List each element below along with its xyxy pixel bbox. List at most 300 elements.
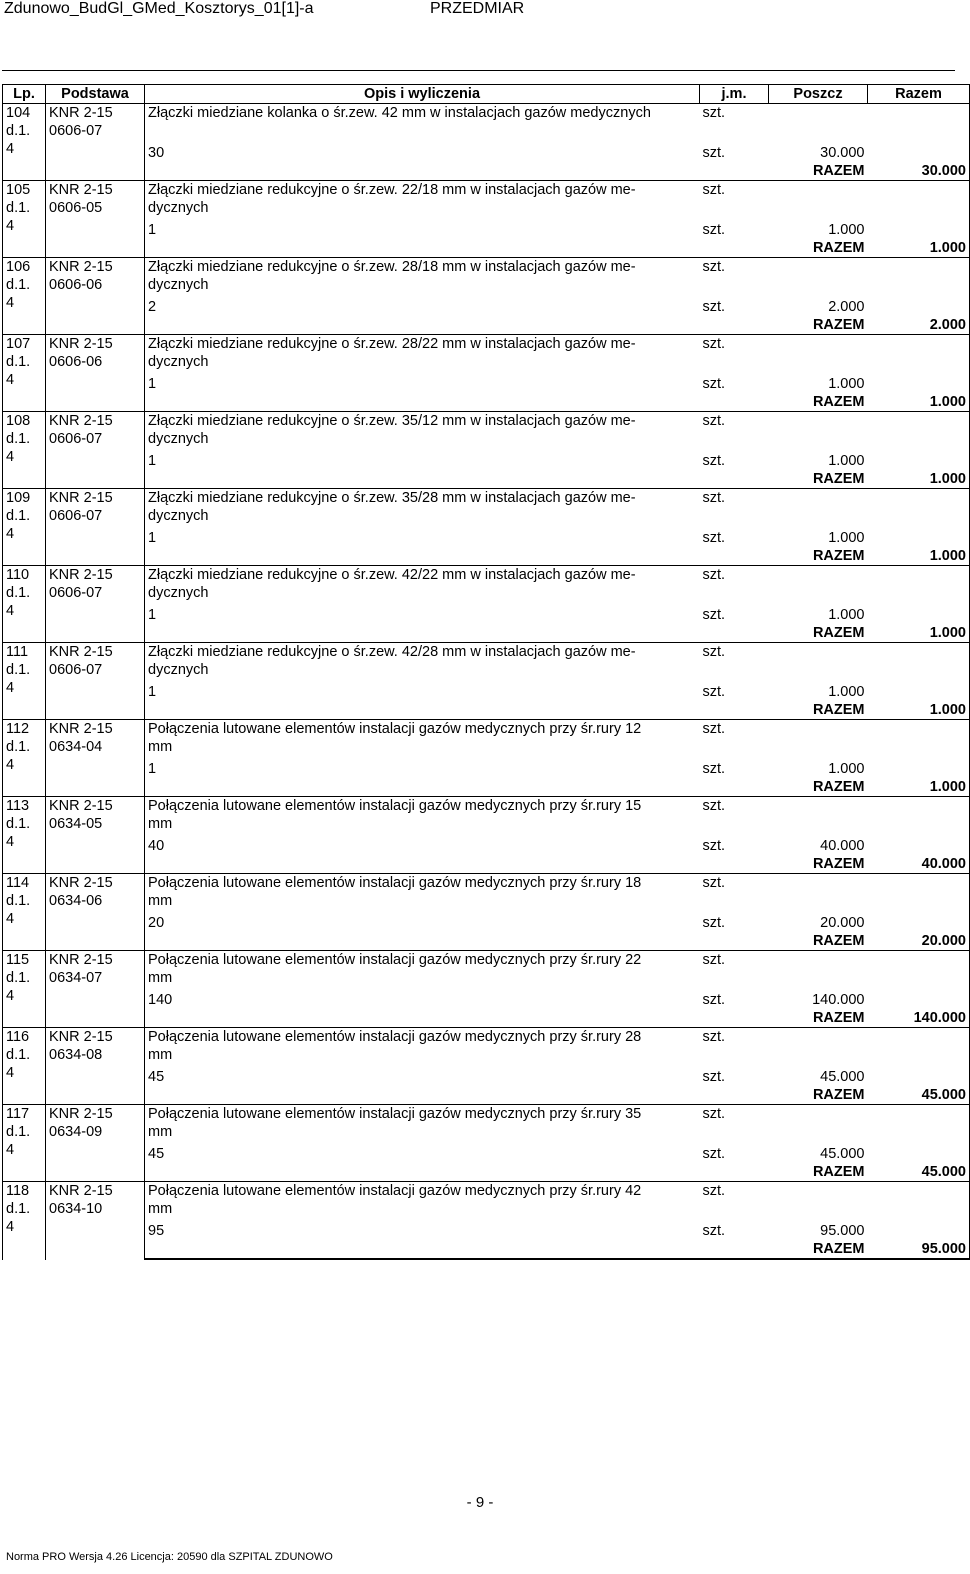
table-row <box>3 1105 970 1142</box>
description-line-2: mm <box>148 1201 173 1217</box>
calc-expression: 30 <box>148 145 165 161</box>
total-value: 1.000 <box>868 624 970 642</box>
lp-sub: 4 <box>6 372 15 388</box>
calc-value: 20.000 <box>820 915 865 931</box>
section-title: PRZEDMIAR <box>430 0 525 17</box>
unit-cell: szt. <box>700 720 769 757</box>
calc-expression: 45 <box>148 1146 165 1162</box>
basis-cell <box>46 104 145 181</box>
total-row <box>3 624 970 642</box>
basis-code: 0634-06 <box>49 893 103 909</box>
total-label: RAZEM <box>812 856 865 872</box>
total-label: RAZEM <box>769 1240 868 1259</box>
lp-number: 117 <box>6 1106 30 1122</box>
lp-section: d.1. <box>6 1047 31 1063</box>
total-label: RAZEM <box>812 240 865 256</box>
basis-cell <box>46 412 145 489</box>
description-line-1: Połączenia lutowane elementów instalacji gazów medycznych przy śr.rury 35 <box>148 1106 642 1122</box>
unit-cell: szt. <box>700 335 769 372</box>
position-number <box>3 643 46 720</box>
lp-section: d.1. <box>6 585 31 601</box>
calc-row <box>3 756 970 778</box>
calc-row <box>3 679 970 701</box>
calc-unit: szt. <box>702 1223 726 1239</box>
position-number <box>3 1105 46 1182</box>
total-label: RAZEM <box>812 471 865 487</box>
total-label: RAZEM <box>812 317 865 333</box>
total-value: 20.000 <box>868 932 970 950</box>
total-row <box>3 855 970 873</box>
lp-sub: 4 <box>6 295 15 311</box>
total-label: RAZEM <box>812 779 865 795</box>
table-row <box>3 335 970 372</box>
calc-unit: szt. <box>702 530 726 546</box>
total-value: 95.000 <box>868 1240 970 1259</box>
lp-number: 105 <box>6 182 31 198</box>
calc-row <box>3 1141 970 1163</box>
calc-value: 95.000 <box>820 1223 865 1239</box>
kosztorys-table <box>2 84 970 1260</box>
lp-section: d.1. <box>6 1201 31 1217</box>
basis-code: 0606-07 <box>49 662 103 678</box>
basis-catalog: KNR 2-15 <box>49 336 113 352</box>
calc-expression: 95 <box>148 1223 165 1239</box>
lp-sub: 4 <box>6 1219 15 1235</box>
col-poszcz: Poszcz <box>769 85 868 104</box>
calc-expression: 1 <box>148 684 157 700</box>
total-row <box>3 1240 970 1259</box>
calc-expression: 1 <box>148 761 157 777</box>
basis-cell <box>46 566 145 643</box>
calc-expression: 1 <box>148 530 157 546</box>
document-title: Zdunowo_BudGl_GMed_Kosztorys_01[1]-a <box>4 0 314 17</box>
total-row <box>3 316 970 334</box>
col-podstawa: Podstawa <box>46 85 145 104</box>
lp-sub: 4 <box>6 1142 15 1158</box>
total-value: 1.000 <box>868 547 970 565</box>
unit-cell: szt. <box>700 874 769 911</box>
description-line-1: Połączenia lutowane elementów instalacji gazów medycznych przy śr.rury 22 <box>148 952 642 968</box>
basis-catalog: KNR 2-15 <box>49 644 113 660</box>
calc-value: 1.000 <box>828 761 865 777</box>
lp-section: d.1. <box>6 970 31 986</box>
description-cell <box>145 1028 700 1065</box>
total-label: RAZEM <box>812 163 865 179</box>
table-row <box>3 874 970 911</box>
position-number <box>3 258 46 335</box>
calc-row <box>3 602 970 624</box>
calc-unit: szt. <box>702 1146 726 1162</box>
calc-value: 1.000 <box>828 453 865 469</box>
calc-unit: szt. <box>702 453 726 469</box>
total-row <box>3 1163 970 1181</box>
total-row <box>3 1086 970 1104</box>
description-line-2: mm <box>148 970 173 986</box>
description-line-1: Złączki miedziane redukcyjne o śr.zew. 28/22 mm w instalacjach gazów me- <box>148 336 636 352</box>
calc-unit: szt. <box>702 838 726 854</box>
calc-row <box>3 910 970 932</box>
basis-cell <box>46 335 145 412</box>
unit-cell: szt. <box>700 1182 769 1219</box>
page-number: - 9 - <box>466 1494 494 1511</box>
description-cell <box>145 797 700 834</box>
basis-cell <box>46 797 145 874</box>
basis-cell <box>46 643 145 720</box>
calc-value: 1.000 <box>828 530 865 546</box>
lp-sub: 4 <box>6 141 15 157</box>
total-row <box>3 1009 970 1027</box>
description-line-2: mm <box>148 739 173 755</box>
position-number <box>3 104 46 181</box>
total-row <box>3 393 970 411</box>
lp-number: 112 <box>6 721 30 737</box>
table-row <box>3 951 970 988</box>
total-value: 40.000 <box>868 855 970 873</box>
description-line-2: dycznych <box>148 662 209 678</box>
total-value: 30.000 <box>868 162 970 180</box>
description-line-1: Złączki miedziane redukcyjne o śr.zew. 35/12 mm w instalacjach gazów me- <box>148 413 636 429</box>
unit-cell: szt. <box>700 566 769 603</box>
description-line-1: Połączenia lutowane elementów instalacji gazów medycznych przy śr.rury 42 <box>148 1183 642 1199</box>
description-cell <box>145 566 700 603</box>
unit-cell: szt. <box>700 797 769 834</box>
basis-code: 0634-07 <box>49 970 103 986</box>
description-line-2: mm <box>148 893 173 909</box>
table-row <box>3 1182 970 1219</box>
unit-cell: szt. <box>700 489 769 526</box>
lp-sub: 4 <box>6 911 15 927</box>
total-row <box>3 701 970 719</box>
lp-number: 109 <box>6 490 31 506</box>
description-line-1: Złączki miedziane redukcyjne o śr.zew. 35/28 mm w instalacjach gazów me- <box>148 490 636 506</box>
basis-catalog: KNR 2-15 <box>49 1183 113 1199</box>
basis-catalog: KNR 2-15 <box>49 490 113 506</box>
basis-code: 0634-08 <box>49 1047 103 1063</box>
calc-row <box>3 1064 970 1086</box>
description-line-1: Złączki miedziane redukcyjne o śr.zew. 22/18 mm w instalacjach gazów me- <box>148 182 636 198</box>
calc-unit: szt. <box>702 1069 726 1085</box>
total-label: RAZEM <box>812 933 865 949</box>
table-header-row <box>3 85 970 104</box>
basis-catalog: KNR 2-15 <box>49 952 113 968</box>
lp-section: d.1. <box>6 739 31 755</box>
position-number <box>3 1182 46 1260</box>
description-line-2 <box>148 122 697 140</box>
calc-unit: szt. <box>702 761 726 777</box>
position-number <box>3 797 46 874</box>
calc-unit: szt. <box>702 607 726 623</box>
basis-cell <box>46 181 145 258</box>
calc-value: 1.000 <box>828 607 865 623</box>
table-row <box>3 720 970 757</box>
description-line-1: Połączenia lutowane elementów instalacji gazów medycznych przy śr.rury 12 <box>148 721 642 737</box>
basis-code: 0634-04 <box>49 739 103 755</box>
lp-sub: 4 <box>6 680 15 696</box>
description-line-1: Połączenia lutowane elementów instalacji gazów medycznych przy śr.rury 15 <box>148 798 642 814</box>
position-number <box>3 1028 46 1105</box>
table-body <box>3 104 970 1260</box>
table-row <box>3 104 970 141</box>
basis-code: 0606-07 <box>49 431 103 447</box>
software-note: Norma PRO Wersja 4.26 Licencja: 20590 dla SZPITAL ZDUNOWO <box>6 1551 333 1563</box>
total-value: 1.000 <box>868 701 970 719</box>
description-line-2: mm <box>148 1124 173 1140</box>
description-cell <box>145 951 700 988</box>
lp-section: d.1. <box>6 893 31 909</box>
calc-row <box>3 448 970 470</box>
calc-value: 2.000 <box>828 299 865 315</box>
lp-section: d.1. <box>6 123 31 139</box>
calc-row <box>3 140 970 162</box>
lp-sub: 4 <box>6 834 15 850</box>
position-number <box>3 951 46 1028</box>
basis-catalog: KNR 2-15 <box>49 567 113 583</box>
basis-code: 0606-05 <box>49 200 103 216</box>
total-row <box>3 547 970 565</box>
calc-expression: 1 <box>148 376 157 392</box>
calc-value: 45.000 <box>820 1069 865 1085</box>
lp-number: 115 <box>6 952 30 968</box>
basis-cell <box>46 258 145 335</box>
basis-code: 0634-09 <box>49 1124 103 1140</box>
unit-cell: szt. <box>700 181 769 218</box>
calc-expression: 45 <box>148 1069 165 1085</box>
description-line-2: dycznych <box>148 508 209 524</box>
lp-number: 104 <box>6 105 31 121</box>
total-label: RAZEM <box>812 702 865 718</box>
total-label: RAZEM <box>812 1087 865 1103</box>
col-lp: Lp. <box>3 85 46 104</box>
calc-value: 40.000 <box>820 838 865 854</box>
calc-unit: szt. <box>702 992 726 1008</box>
calc-row <box>3 833 970 855</box>
description-cell <box>145 489 700 526</box>
lp-number: 106 <box>6 259 31 275</box>
position-number <box>3 489 46 566</box>
total-label: RAZEM <box>812 625 865 641</box>
lp-number: 113 <box>6 798 30 814</box>
basis-cell <box>46 874 145 951</box>
basis-cell <box>46 1028 145 1105</box>
description-line-2: mm <box>148 816 173 832</box>
calc-row <box>3 371 970 393</box>
table-row <box>3 566 970 603</box>
basis-cell <box>46 1105 145 1182</box>
lp-sub: 4 <box>6 449 15 465</box>
description-line-1: Połączenia lutowane elementów instalacji gazów medycznych przy śr.rury 18 <box>148 875 642 891</box>
table-row <box>3 643 970 680</box>
row-spacer <box>3 1259 970 1260</box>
calc-value: 30.000 <box>820 145 865 161</box>
basis-code: 0606-06 <box>49 277 103 293</box>
calc-unit: szt. <box>702 684 726 700</box>
lp-section: d.1. <box>6 1124 31 1140</box>
total-row <box>3 932 970 950</box>
lp-sub: 4 <box>6 603 15 619</box>
unit-cell: szt. <box>700 1028 769 1065</box>
description-line-2: dycznych <box>148 277 209 293</box>
description-line-1: Złączki miedziane redukcyjne o śr.zew. 28/18 mm w instalacjach gazów me- <box>148 259 636 275</box>
total-value: 1.000 <box>868 239 970 257</box>
lp-section: d.1. <box>6 200 31 216</box>
lp-number: 114 <box>6 875 30 891</box>
calc-unit: szt. <box>702 376 726 392</box>
description-line-2: dycznych <box>148 431 209 447</box>
calc-unit: szt. <box>702 299 726 315</box>
calc-value: 1.000 <box>828 684 865 700</box>
calc-value: 140.000 <box>812 992 865 1008</box>
lp-sub: 4 <box>6 526 15 542</box>
description-line-2: dycznych <box>148 200 209 216</box>
calc-expression: 1 <box>148 607 157 623</box>
calc-value: 45.000 <box>820 1146 865 1162</box>
lp-section: d.1. <box>6 816 31 832</box>
total-value: 140.000 <box>868 1009 970 1027</box>
lp-sub: 4 <box>6 218 15 234</box>
calc-value: 1.000 <box>828 222 865 238</box>
description-cell <box>145 104 700 141</box>
lp-number: 111 <box>6 644 29 660</box>
calc-expression: 40 <box>148 838 165 854</box>
description-cell <box>145 181 700 218</box>
unit-cell: szt. <box>700 104 769 141</box>
description-cell <box>145 258 700 295</box>
calc-expression: 20 <box>148 915 165 931</box>
basis-cell <box>46 1182 145 1260</box>
lp-section: d.1. <box>6 277 31 293</box>
table-row <box>3 181 970 218</box>
lp-sub: 4 <box>6 988 15 1004</box>
position-number <box>3 720 46 797</box>
basis-code: 0606-07 <box>49 123 103 139</box>
total-label: RAZEM <box>812 1164 865 1180</box>
basis-catalog: KNR 2-15 <box>49 259 113 275</box>
lp-section: d.1. <box>6 354 31 370</box>
basis-cell <box>46 489 145 566</box>
calc-row <box>3 525 970 547</box>
basis-catalog: KNR 2-15 <box>49 875 113 891</box>
position-number <box>3 181 46 258</box>
calc-value: 1.000 <box>828 376 865 392</box>
description-cell <box>145 720 700 757</box>
basis-catalog: KNR 2-15 <box>49 1029 113 1045</box>
description-cell <box>145 643 700 680</box>
header-rule <box>2 70 955 71</box>
description-line-1: Połączenia lutowane elementów instalacji gazów medycznych przy śr.rury 28 <box>148 1029 642 1045</box>
basis-catalog: KNR 2-15 <box>49 1106 113 1122</box>
unit-cell: szt. <box>700 951 769 988</box>
total-label: RAZEM <box>812 1010 865 1026</box>
lp-number: 107 <box>6 336 31 352</box>
table-row <box>3 1028 970 1065</box>
calc-row <box>3 987 970 1009</box>
basis-cell <box>46 951 145 1028</box>
unit-cell: szt. <box>700 643 769 680</box>
table-row <box>3 258 970 295</box>
lp-section: d.1. <box>6 431 31 447</box>
total-label: RAZEM <box>812 394 865 410</box>
unit-cell: szt. <box>700 1105 769 1142</box>
basis-code: 0634-10 <box>49 1201 103 1217</box>
position-number <box>3 874 46 951</box>
unit-cell: szt. <box>700 412 769 449</box>
description-line-1: Złączki miedziane redukcyjne o śr.zew. 42/22 mm w instalacjach gazów me- <box>148 567 636 583</box>
calc-row <box>3 294 970 316</box>
position-number <box>3 566 46 643</box>
total-value: 1.000 <box>868 470 970 488</box>
unit-cell: szt. <box>700 258 769 295</box>
position-number <box>3 335 46 412</box>
col-jm: j.m. <box>700 85 769 104</box>
lp-number: 116 <box>6 1029 30 1045</box>
total-row <box>3 470 970 488</box>
basis-catalog: KNR 2-15 <box>49 413 113 429</box>
description-cell <box>145 335 700 372</box>
lp-sub: 4 <box>6 1065 15 1081</box>
lp-section: d.1. <box>6 508 31 524</box>
lp-number: 118 <box>6 1183 30 1199</box>
basis-code: 0606-06 <box>49 354 103 370</box>
basis-code: 0634-05 <box>49 816 103 832</box>
lp-sub: 4 <box>6 757 15 773</box>
basis-catalog: KNR 2-15 <box>49 798 113 814</box>
lp-section: d.1. <box>6 662 31 678</box>
calc-expression: 140 <box>148 992 173 1008</box>
table-row <box>3 412 970 449</box>
basis-catalog: KNR 2-15 <box>49 182 113 198</box>
total-row <box>3 239 970 257</box>
description-line-1: Złączki miedziane redukcyjne o śr.zew. 42/28 mm w instalacjach gazów me- <box>148 644 636 660</box>
calc-unit: szt. <box>702 915 726 931</box>
lp-number: 108 <box>6 413 31 429</box>
basis-code: 0606-07 <box>49 508 103 524</box>
total-value: 1.000 <box>868 778 970 796</box>
total-value: 1.000 <box>868 393 970 411</box>
description-line-2: dycznych <box>148 354 209 370</box>
description-cell <box>145 1182 700 1219</box>
total-value: 45.000 <box>868 1086 970 1104</box>
calc-expression: 1 <box>148 453 157 469</box>
col-razem: Razem <box>868 85 970 104</box>
total-value: 2.000 <box>868 316 970 334</box>
calc-expression: 2 <box>148 299 157 315</box>
description-line-1: Złączki miedziane kolanka o śr.zew. 42 mm w instalacjach gazów medycznych <box>148 105 651 121</box>
lp-number: 110 <box>6 567 30 583</box>
description-cell <box>145 412 700 449</box>
col-opis: Opis i wyliczenia <box>145 85 700 104</box>
position-number <box>3 412 46 489</box>
basis-code: 0606-07 <box>49 585 103 601</box>
description-cell <box>145 1105 700 1142</box>
total-label: RAZEM <box>812 548 865 564</box>
total-row <box>3 162 970 180</box>
total-row <box>3 778 970 796</box>
table-row <box>3 797 970 834</box>
calc-row <box>3 1218 970 1240</box>
basis-catalog: KNR 2-15 <box>49 105 113 121</box>
description-line-2: mm <box>148 1047 173 1063</box>
calc-unit: szt. <box>702 145 726 161</box>
calc-row <box>3 217 970 239</box>
basis-cell <box>46 720 145 797</box>
calc-expression: 1 <box>148 222 157 238</box>
calc-unit: szt. <box>702 222 726 238</box>
basis-catalog: KNR 2-15 <box>49 721 113 737</box>
table-row <box>3 489 970 526</box>
description-cell <box>145 874 700 911</box>
total-value: 45.000 <box>868 1163 970 1181</box>
description-line-2: dycznych <box>148 585 209 601</box>
